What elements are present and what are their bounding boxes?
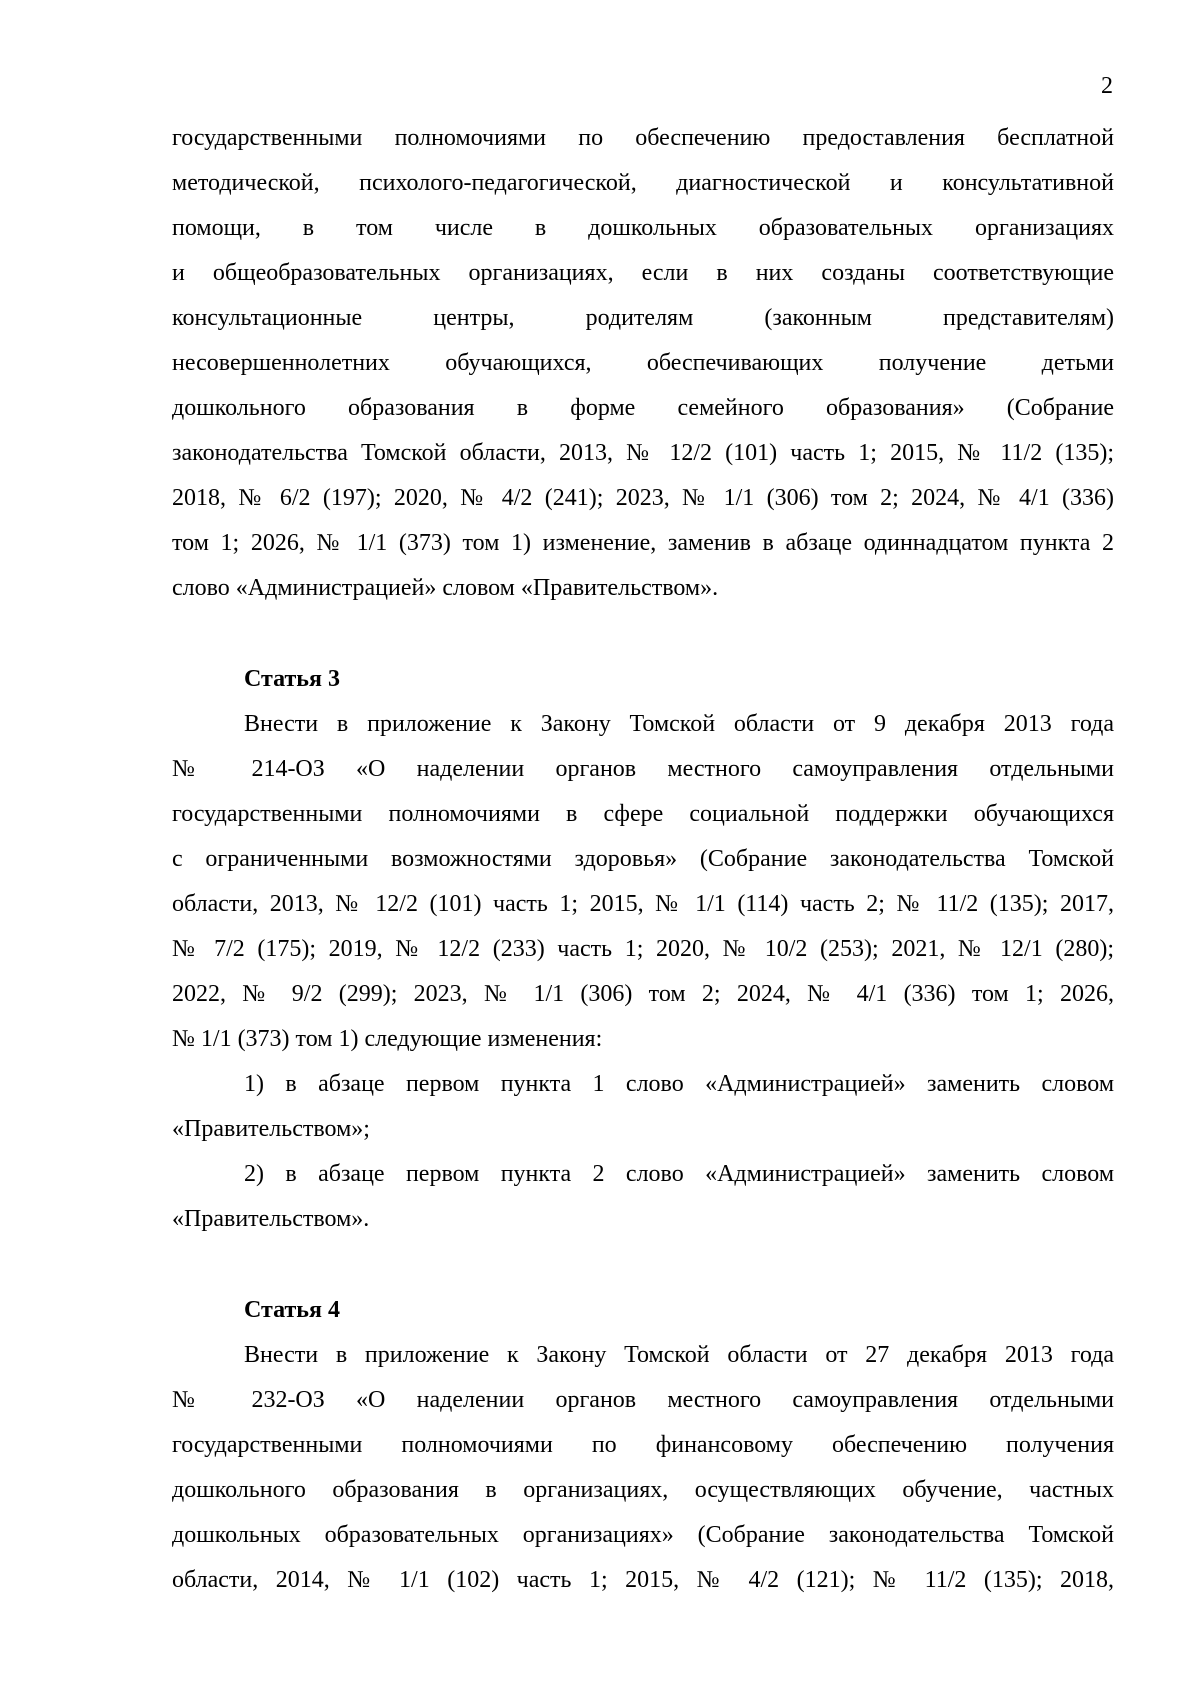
article-3-item-2 [172, 1152, 1114, 1242]
text-line: 2018, № 6/2 (197); 2020, № 4/2 (241); 2023, № 1/1 (306) том 2; 2024, № 4/1 (336) [172, 485, 1114, 511]
article-3-item-1 [172, 1062, 1114, 1152]
text-line: № 1/1 (373) том 1) следующие изменения: [172, 1026, 603, 1052]
article-3-heading: Статья 3 [244, 666, 340, 692]
document-body [172, 116, 1114, 1603]
text-line: методической, психолого-педагогической, диагностической и консультативной [172, 170, 1114, 196]
text-line: области, 2014, № 1/1 (102) часть 1; 2015, № 4/2 (121); № 11/2 (135); 2018, [172, 1567, 1114, 1593]
text-line: области, 2013, № 12/2 (101) часть 1; 2015, № 1/1 (114) часть 2; № 11/2 (135); 2017, [172, 891, 1114, 917]
text-line: Внести в приложение к Закону Томской области от 27 декабря 2013 года [244, 1342, 1114, 1368]
article-3-intro [172, 702, 1114, 1062]
continuation-paragraph [172, 116, 1114, 611]
text-line: 1) в абзаце первом пункта 1 слово «Администрацией» заменить словом [244, 1071, 1114, 1097]
text-line: помощи, в том числе в дошкольных образовательных организациях [172, 215, 1114, 241]
text-line: № 232-ОЗ «О наделении органов местного самоуправления отдельными [172, 1387, 1114, 1413]
text-line: № 214-ОЗ «О наделении органов местного самоуправления отдельными [172, 756, 1114, 782]
text-line: консультационные центры, родителям (законным представителям) [172, 305, 1114, 331]
article-4-heading: Статья 4 [244, 1297, 340, 1323]
text-line: дошкольного образования в форме семейного образования» (Собрание [172, 395, 1114, 421]
article-4-intro [172, 1333, 1114, 1603]
text-line: 2022, № 9/2 (299); 2023, № 1/1 (306) том 2; 2024, № 4/1 (336) том 1; 2026, [172, 981, 1114, 1007]
section-gap [172, 611, 1114, 657]
text-line: дошкольных образовательных организациях» (Собрание законодательства Томской [172, 1522, 1114, 1548]
page-number: 2 [1101, 73, 1113, 99]
text-line: «Правительством». [172, 1206, 370, 1232]
text-line: с ограниченными возможностями здоровья» (Собрание законодательства Томской [172, 846, 1114, 872]
text-line: и общеобразовательных организациях, если в них созданы соответствующие [172, 260, 1114, 286]
section-gap [172, 1242, 1114, 1288]
text-line: несовершеннолетних обучающихся, обеспечивающих получение детьми [172, 350, 1114, 376]
text-line: дошкольного образования в организациях, осуществляющих обучение, частных [172, 1477, 1114, 1503]
text-line: государственными полномочиями по обеспечению предоставления бесплатной [172, 125, 1114, 151]
text-line: государственными полномочиями по финансовому обеспечению получения [172, 1432, 1114, 1458]
text-line: 2) в абзаце первом пункта 2 слово «Администрацией» заменить словом [244, 1161, 1114, 1187]
text-line: государственными полномочиями в сфере социальной поддержки обучающихся [172, 801, 1114, 827]
text-line: «Правительством»; [172, 1116, 370, 1142]
text-line: слово «Администрацией» словом «Правительством». [172, 575, 719, 601]
text-line: том 1; 2026, № 1/1 (373) том 1) изменение, заменив в абзаце одиннадцатом пункта 2 [172, 530, 1114, 556]
text-line: законодательства Томской области, 2013, № 12/2 (101) часть 1; 2015, № 11/2 (135); [172, 440, 1114, 466]
text-line: Внести в приложение к Закону Томской области от 9 декабря 2013 года [244, 711, 1114, 737]
text-line: № 7/2 (175); 2019, № 12/2 (233) часть 1; 2020, № 10/2 (253); 2021, № 12/1 (280); [172, 936, 1114, 962]
